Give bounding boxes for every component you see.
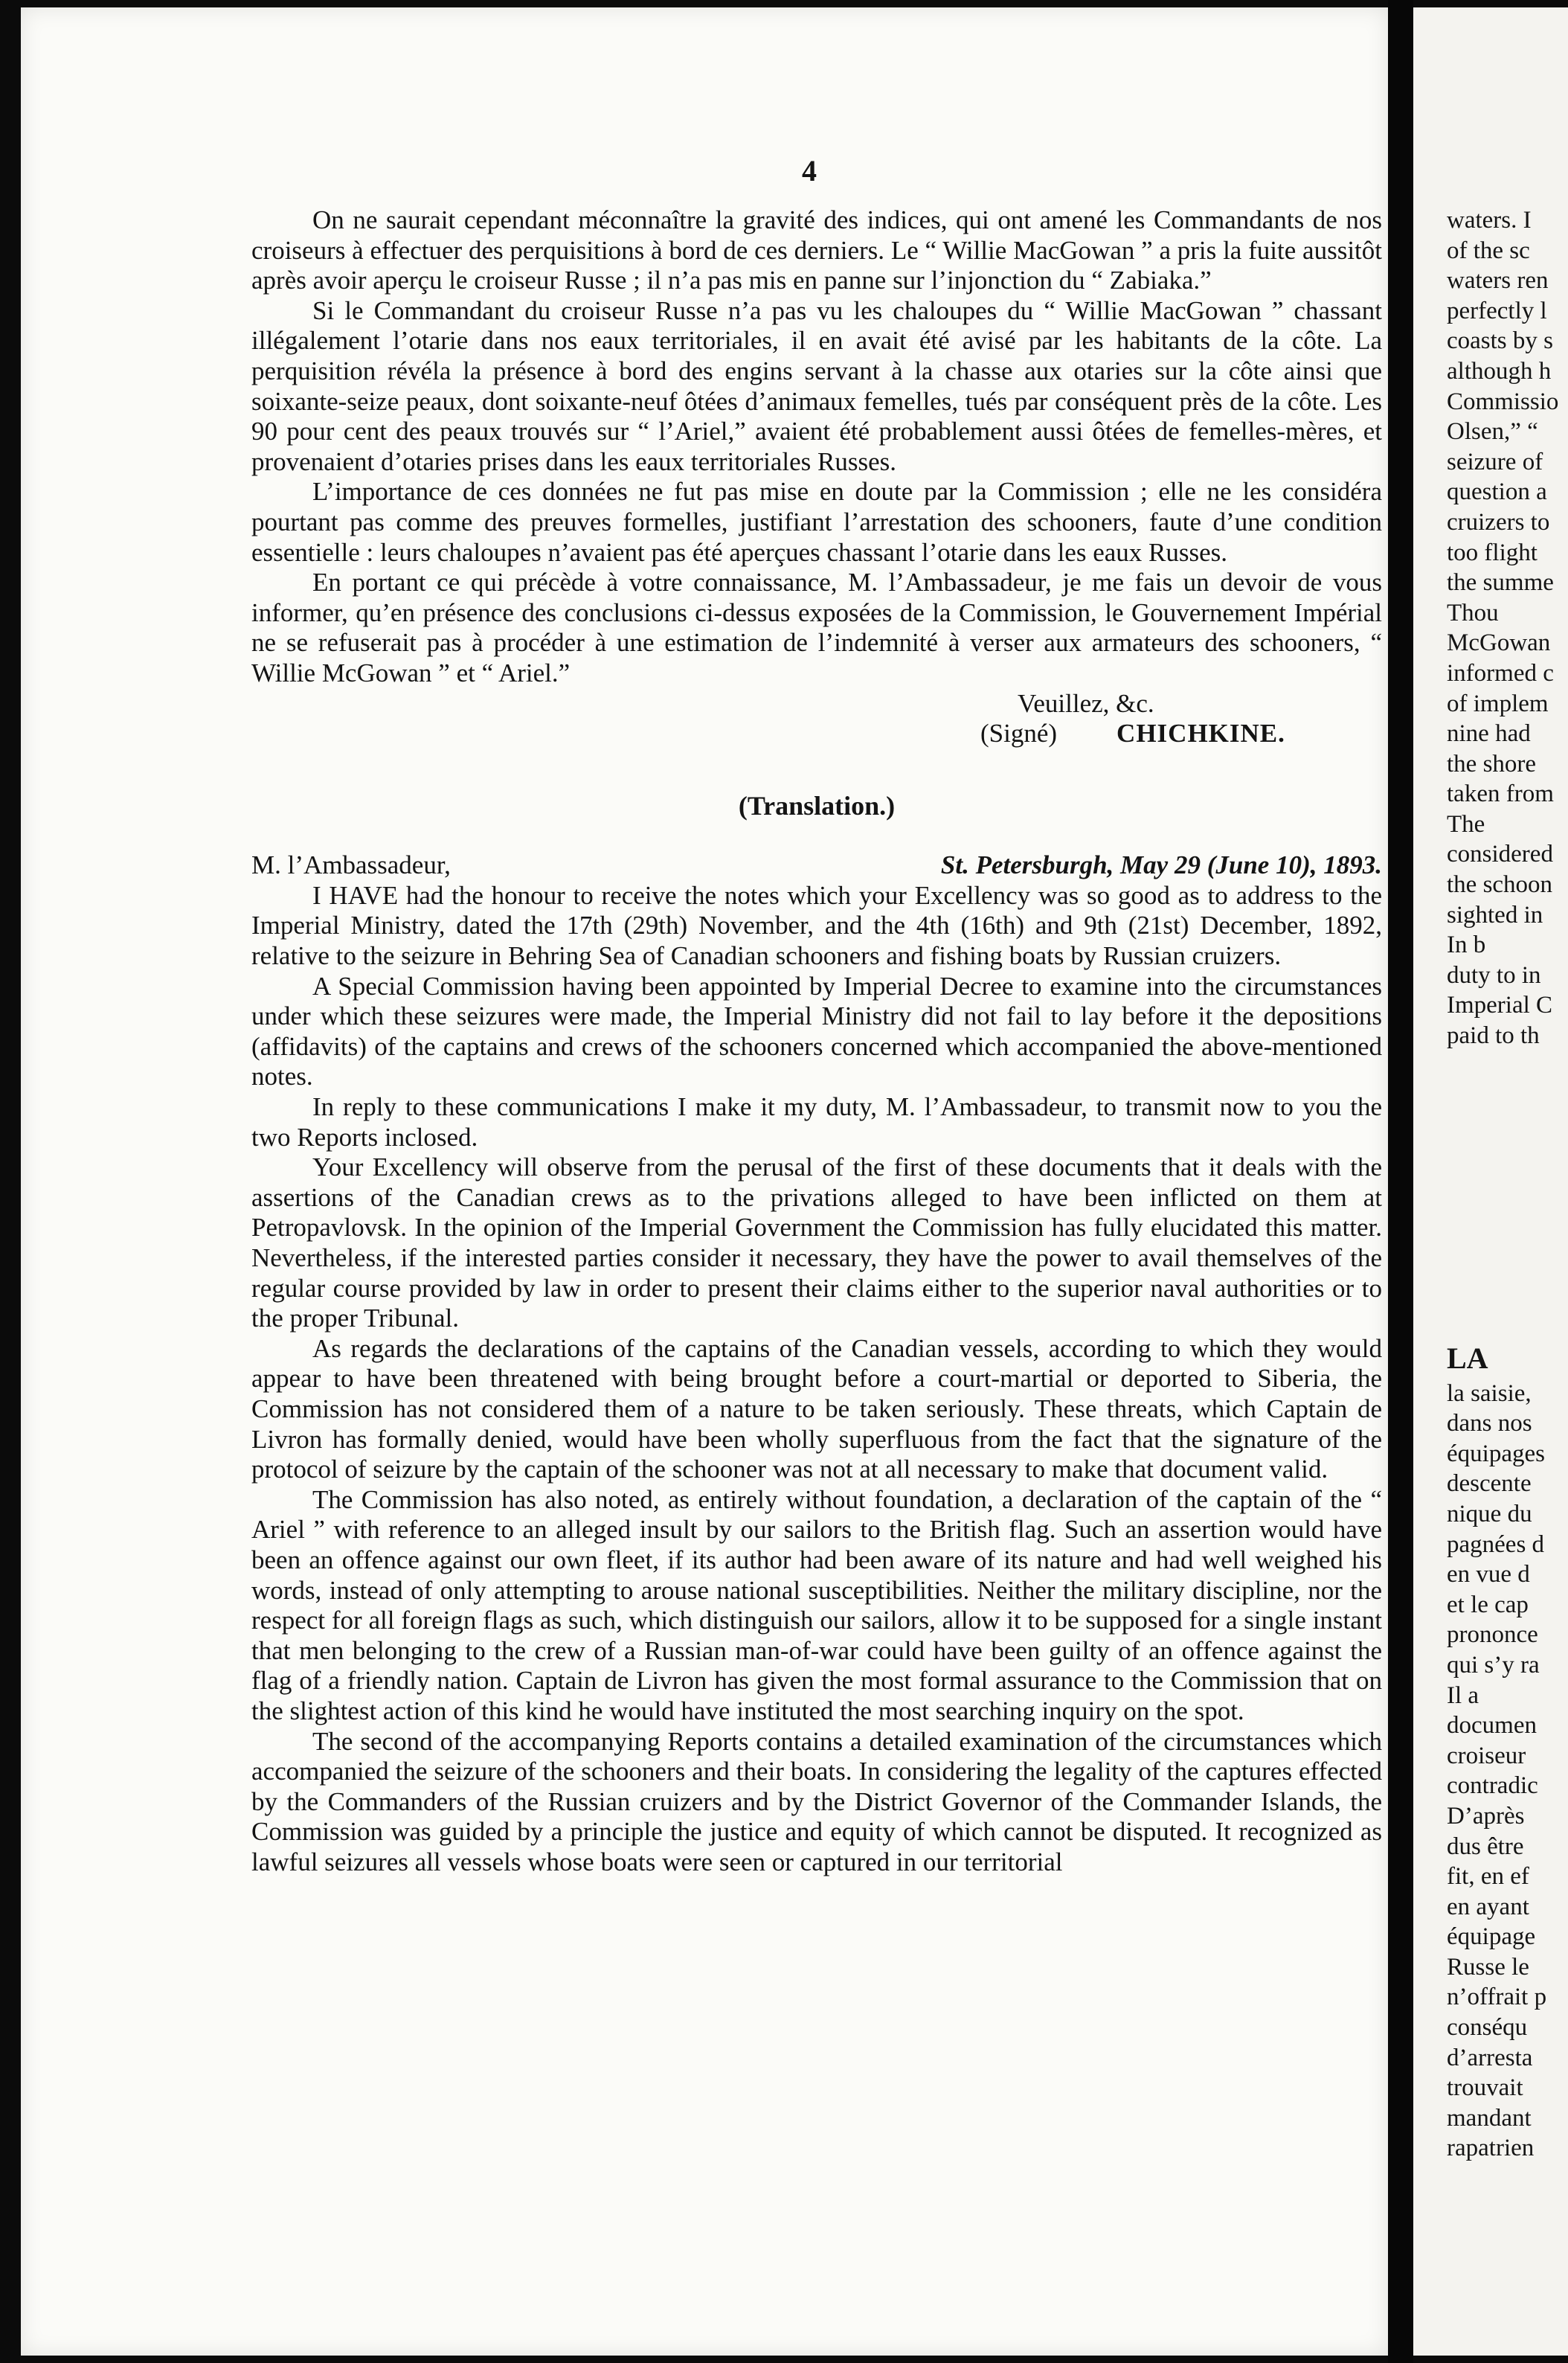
main-text: [251, 205, 1382, 1877]
adjacent-line: descente: [1447, 1470, 1532, 1498]
adjacent-upper-text: [1447, 205, 1558, 1051]
adjacent-line: croiseur: [1447, 1742, 1526, 1769]
adjacent-line: trouvait: [1447, 2074, 1523, 2102]
adjacent-line: rapatrien: [1447, 2135, 1535, 2162]
adjacent-line: prononce: [1447, 1621, 1538, 1649]
salutation: M. l’Ambassadeur,: [251, 850, 451, 880]
adjacent-line: the shore: [1447, 750, 1537, 777]
adjacent-line: Russe le: [1447, 1953, 1529, 1981]
adjacent-line: en ayant: [1447, 1893, 1529, 1920]
english-paragraph-6: The Commission has also noted, as entirely without foundation, a declaration of the captain of the “ Ariel ” with reference to an alleged insult by our sailors to the British flag. Such an assertion would have been an offence against our own fleet, if its author had been aware of its nature and had well weighed his words, instead of only attempting to arouse national susceptibilities. Neither the military discipline, nor the respect for all foreign flags as such, which distinguish our sailors, allow it to be supposed for a single instant that men belonging to the crew of a Russian man-of-war could have been guilty of an offence against the flag of a friendly nation. Captain de Livron has given the most formal assurance to the Commission that on the slightest action of this kind he would have instituted the most searching inquiry on the spot.: [251, 1484, 1382, 1725]
signature-line: [251, 719, 1382, 749]
signer-name: CHICHKINE.: [1116, 719, 1285, 748]
adjacent-line: équipages: [1447, 1440, 1545, 1467]
adjacent-line: la saisie,: [1447, 1379, 1532, 1407]
adjacent-line: pagnées d: [1447, 1530, 1545, 1558]
adjacent-line: nine had: [1447, 720, 1531, 748]
adjacent-line: contradic: [1447, 1772, 1538, 1800]
adjacent-line: fit, en ef: [1447, 1863, 1529, 1891]
adjacent-line: Imperial C: [1447, 992, 1553, 1019]
adjacent-line: considered: [1447, 841, 1553, 868]
adjacent-line: perfectly l: [1447, 297, 1547, 324]
adjacent-line: too flight: [1447, 539, 1538, 566]
adjacent-line: McGowan: [1447, 629, 1551, 657]
french-paragraph-2: Si le Commandant du croiseur Russe n’a pas vu les chaloupes du “ Willie MacGowan ” chassant illégalement l’otarie dans nos eaux territoriales, il en avait été avisé par les habitants de la côte. La perquisition révéla la présence à bord des engins servant à la chasse aux otaries sur la côte ainsi que soixante-seize peaux, dont soixante-neuf ôtées d’animaux femelles, tués par conséquent près de la côte. Les 90 pour cent des peaux trouvés sur “ l’Ariel,” avaient été probablement aussi ôtées de femelles-mères, et provenaient d’otaries prises dans les eaux territoriales Russes.: [251, 295, 1382, 476]
adjacent-line: mandant: [1447, 2104, 1532, 2132]
dateline: St. Petersburgh, May 29 (June 10), 1893.: [940, 850, 1382, 880]
english-paragraph-2: A Special Commission having been appointed by Imperial Decree to examine into the circumstances under which these seizures were made, the Imperial Ministry did not fail to lay before it the depositions (affidavits) of the captains and crews of the schooners concerned which accompanied the above-mentioned notes.: [251, 971, 1382, 1091]
page-gutter: [1388, 0, 1413, 2363]
adjacent-line: Il a: [1447, 1681, 1479, 1709]
english-paragraph-1: I HAVE had the honour to receive the notes which your Excellency was so good as to address to the Imperial Ministry, dated the 17th (29th) November, and the 4th (16th) and 9th (21st) December, 1892, relative to the seizure in Behring Sea of Canadian schooners and fishing boats by Russian cruizers.: [251, 880, 1382, 971]
adjacent-line: seizure of: [1447, 448, 1543, 475]
adjacent-line: D’après: [1447, 1802, 1525, 1830]
adjacent-line: although h: [1447, 357, 1552, 385]
adjacent-line: of implem: [1447, 690, 1549, 717]
french-paragraph-3: L’importance de ces données ne fut pas mise en doute par la Commission ; elle ne les considéra pourtant pas comme des preuves formelles, justifiant l’arrestation des schooners, faute d’une condition essentielle : leurs chaloupes n’avaient pas été aperçues chassant l’otarie dans les eaux Russes.: [251, 477, 1382, 567]
adjacent-line: the summe: [1447, 569, 1554, 597]
adjacent-line: d’arresta: [1447, 2044, 1533, 2071]
adjacent-line: Olsen,” “: [1447, 418, 1538, 446]
english-paragraph-5: As regards the declarations of the captains of the Canadian vessels, according to which they would appear to have been threatened with being brought before a court-martial or deported to Siberia, the Commission has not considered them of a nature to be taken seriously. These threats, which Captain de Livron has formally denied, would have been wholly superfluous from the fact that the signature of the protocol of seizure by the captain of the schooner was not at all necessary to make that document valid.: [251, 1333, 1382, 1484]
adjacent-line: Thou: [1447, 599, 1499, 626]
signed-label: (Signé): [980, 719, 1058, 748]
letter-header: [251, 850, 1382, 881]
valediction: Veuillez, &c.: [1018, 688, 1154, 718]
adjacent-line: taken from: [1447, 780, 1554, 808]
adjacent-line: qui s’y ra: [1447, 1651, 1540, 1679]
adjacent-line: nique du: [1447, 1500, 1532, 1527]
translation-heading: (Translation.): [738, 790, 896, 821]
english-paragraph-4: Your Excellency will observe from the perusal of the first of these documents that it deals with the assertions of the Canadian crews as to the privations alleged to have been inflicted on them at Petropavlovsk. In the opinion of the Imperial Government the Commission has fully elucidated this matter. Nevertheless, if the interested parties consider it necessary, they have the power to avail themselves of the regular course provided by law in order to present their claims either to the superior naval authorities or to the proper Tribunal.: [251, 1152, 1382, 1333]
adjacent-line: sighted in: [1447, 901, 1543, 929]
adjacent-line: the schoon: [1447, 871, 1553, 899]
french-paragraph-1: On ne saurait cependant méconnaître la gravité des indices, qui ont amené les Commandants de nos croiseurs à effectuer des perquisitions à bord de ces derniers. Le “ Willie MacGowan ” a pris la fuite aussitôt après avoir aperçu le croiseur Russe ; il n’a pas mis en panne sur l’injonction du “ Zabiaka.”: [251, 205, 1382, 295]
adjacent-line: conséqu: [1447, 2014, 1528, 2042]
adjacent-lower-text: [1447, 1341, 1547, 2164]
page-number: 4: [802, 154, 817, 187]
english-paragraph-3: In reply to these communications I make it my duty, M. l’Ambassadeur, to transmit now to you the two Reports inclosed.: [251, 1092, 1382, 1152]
adjacent-line: documen: [1447, 1712, 1537, 1740]
adjacent-line: informed c: [1447, 659, 1554, 687]
adjacent-page-fragment: [1413, 7, 1568, 2356]
adjacent-line: n’offrait p: [1447, 1984, 1547, 2011]
french-paragraph-4: En portant ce qui précède à votre connaissance, M. l’Ambassadeur, je me fais un devoir de vous informer, qu’en présence des conclusions ci-dessus exposées de la Commission, le Gouvernement Impérial ne se refuserait pas à procéder à une estimation de l’indemnité à verser aux armateurs des schooners, “ Willie McGowan ” et “ Ariel.”: [251, 568, 1382, 687]
adjacent-line: duty to in: [1447, 961, 1541, 989]
adjacent-line: cruizers to: [1447, 508, 1550, 536]
adjacent-line: équipage: [1447, 1923, 1536, 1951]
adjacent-line: coasts by s: [1447, 327, 1553, 355]
document-page: [21, 7, 1388, 2356]
adjacent-line: dus être: [1447, 1833, 1524, 1860]
adjacent-line: of the sc: [1447, 237, 1530, 264]
adjacent-line: waters. I: [1447, 207, 1532, 234]
adjacent-line: paid to th: [1447, 1022, 1540, 1050]
adjacent-line: question a: [1447, 478, 1547, 506]
adjacent-heading: LA: [1447, 1341, 1488, 1375]
english-paragraph-7: The second of the accompanying Reports contains a detailed examination of the circumstances which accompanied the seizure of the schooners and their boats. In considering the legality of the captures effected by the Commanders of the Russian cruizers and by the District Governor of the Commander Islands, the Commission was guided by a principle the justice and equity of which cannot be disputed. It recognized as lawful seizures all vessels whose boats were seen or captured in our territorial: [251, 1726, 1382, 1876]
adjacent-line: In b: [1447, 932, 1486, 959]
adjacent-line: en vue d: [1447, 1561, 1530, 1588]
adjacent-line: waters ren: [1447, 267, 1549, 295]
adjacent-line: Commissio: [1447, 388, 1559, 415]
adjacent-line: et le cap: [1447, 1591, 1529, 1618]
adjacent-line: dans nos: [1447, 1410, 1532, 1437]
adjacent-line: The: [1447, 810, 1485, 838]
